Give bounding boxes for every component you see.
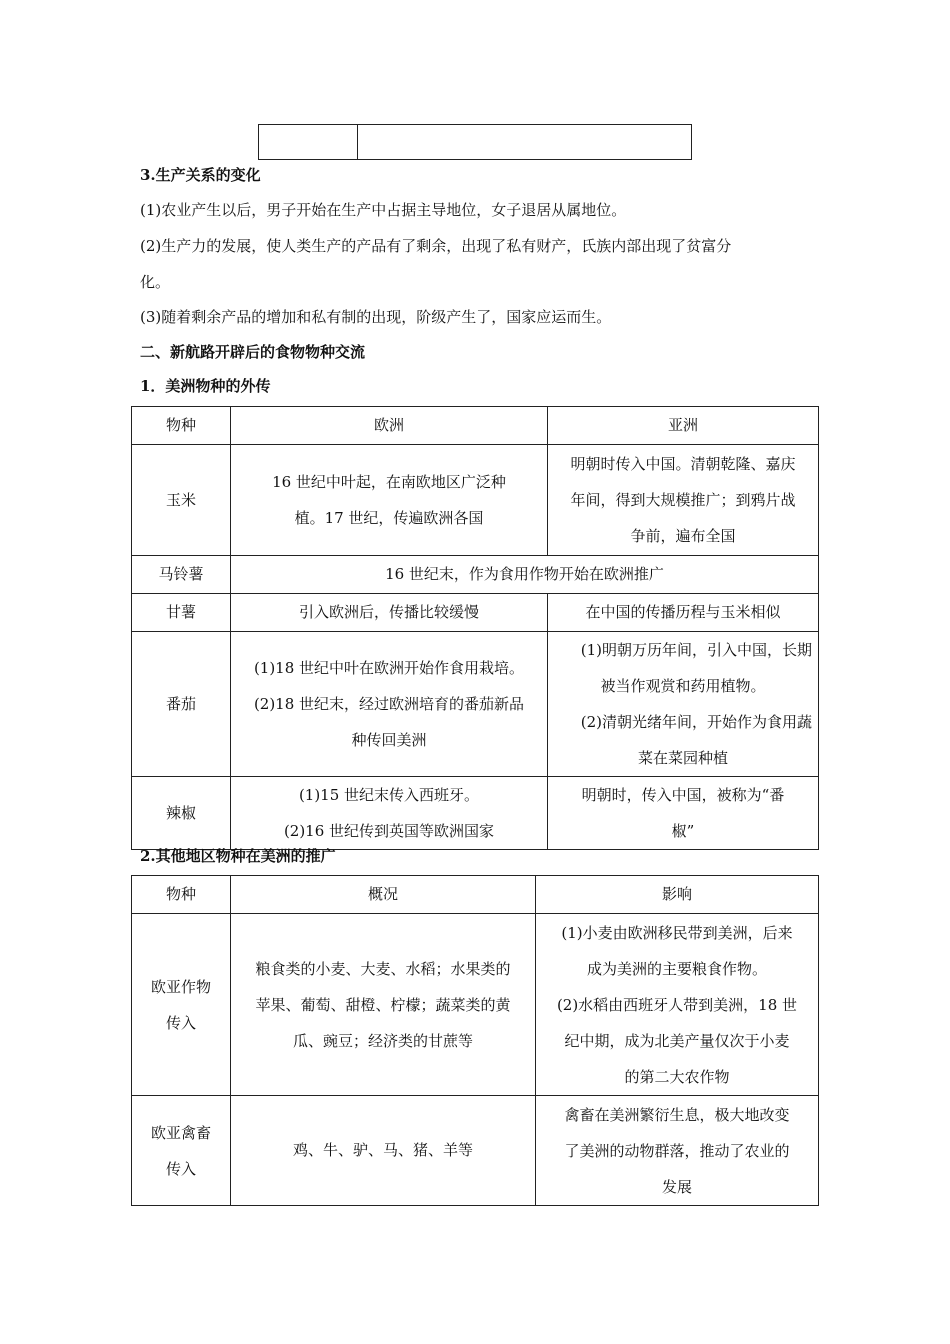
table-row: [132, 632, 819, 777]
table-header-row: [132, 876, 819, 914]
species-cell: 甘薯: [132, 594, 231, 632]
table-row: [132, 556, 819, 594]
species-cell: 辣椒: [132, 777, 231, 850]
section3-paragraph-3: (3)随着剩余产品的增加和私有制的出现，阶级产生了，国家应运而生。: [140, 308, 612, 326]
impact-cell: (1)小麦由欧洲移民带到美洲，后来 成为美洲的主要粮食作物。 (2)水稻由西班牙人带到美洲，18 世 纪中期，成为北美产量仅次于小麦 的第二大农作物: [536, 914, 819, 1096]
asia-cell: 明朝时，传入中国，被称为“番 椒”: [548, 777, 819, 850]
subheading-species-in-americas: 2.其他地区物种在美洲的推广: [140, 847, 336, 865]
species-cell: 番茄: [132, 632, 231, 777]
europe-cell: 引入欧洲后，传播比较缓慢: [231, 594, 548, 632]
species-in-americas-table: [131, 875, 819, 1206]
table-row: [132, 594, 819, 632]
merged-cell: 16 世纪末，作为食用作物开始在欧洲推广: [231, 556, 819, 594]
table-row: [132, 445, 819, 556]
subheading-americas-species-out: 1．美洲物种的外传: [140, 377, 271, 395]
species-cell: 欧亚禽畜 传入: [132, 1096, 231, 1206]
part2-heading: 二、新航路开辟后的食物物种交流: [140, 343, 366, 361]
europe-cell: (1)15 世纪末传入西班牙。 (2)16 世纪传到英国等欧洲国家: [231, 777, 548, 850]
partial-table-fragment: [258, 124, 692, 160]
asia-cell: 在中国的传播历程与玉米相似: [548, 594, 819, 632]
header-species: 物种: [132, 876, 231, 914]
table-header-row: [132, 407, 819, 445]
section3-paragraph-2: (2)生产力的发展，使人类生产的产品有了剩余，出现了私有财产，氏族内部出现了贫富分: [140, 237, 732, 255]
overview-cell: 粮食类的小麦、大麦、水稻；水果类的 苹果、葡萄、甜橙、柠檬；蔬菜类的黄 瓜、豌豆；经济类的甘蔗等: [231, 914, 536, 1096]
header-europe: 欧洲: [231, 407, 548, 445]
species-cell: 马铃薯: [132, 556, 231, 594]
europe-cell: (1)18 世纪中叶在欧洲开始作食用栽培。 (2)18 世纪末，经过欧洲培育的番茄新品 种传回美洲: [231, 632, 548, 777]
europe-cell: 16 世纪中叶起，在南欧地区广泛种 植。17 世纪，传遍欧洲各国: [231, 445, 548, 556]
asia-cell: 明朝时传入中国。清朝乾隆、嘉庆 年间，得到大规模推广；到鸦片战 争前，遍布全国: [548, 445, 819, 556]
species-cell: 欧亚作物 传入: [132, 914, 231, 1096]
header-asia: 亚洲: [548, 407, 819, 445]
americas-species-table: [131, 406, 819, 850]
asia-cell: (1)明朝万历年间，引入中国，长期 被当作观赏和药用植物。 (2)清朝光绪年间，开始作为食用蔬 菜在菜园种植: [548, 632, 819, 777]
header-impact: 影响: [536, 876, 819, 914]
fragment-cell-right: [358, 125, 692, 160]
table-row: [132, 1096, 819, 1206]
section3-heading: 3.生产关系的变化: [140, 166, 261, 184]
overview-cell: 鸡、牛、驴、马、猪、羊等: [231, 1096, 536, 1206]
section3-paragraph-2-cont: 化。: [140, 273, 171, 291]
fragment-cell-left: [259, 125, 358, 160]
section3-paragraph-1: (1)农业产生以后，男子开始在生产中占据主导地位，女子退居从属地位。: [140, 201, 627, 219]
species-cell: 玉米: [132, 445, 231, 556]
table-row: [132, 914, 819, 1096]
header-species: 物种: [132, 407, 231, 445]
impact-cell: 禽畜在美洲繁衍生息，极大地改变 了美洲的动物群落，推动了农业的 发展: [536, 1096, 819, 1206]
header-overview: 概况: [231, 876, 536, 914]
table-row: [132, 777, 819, 850]
